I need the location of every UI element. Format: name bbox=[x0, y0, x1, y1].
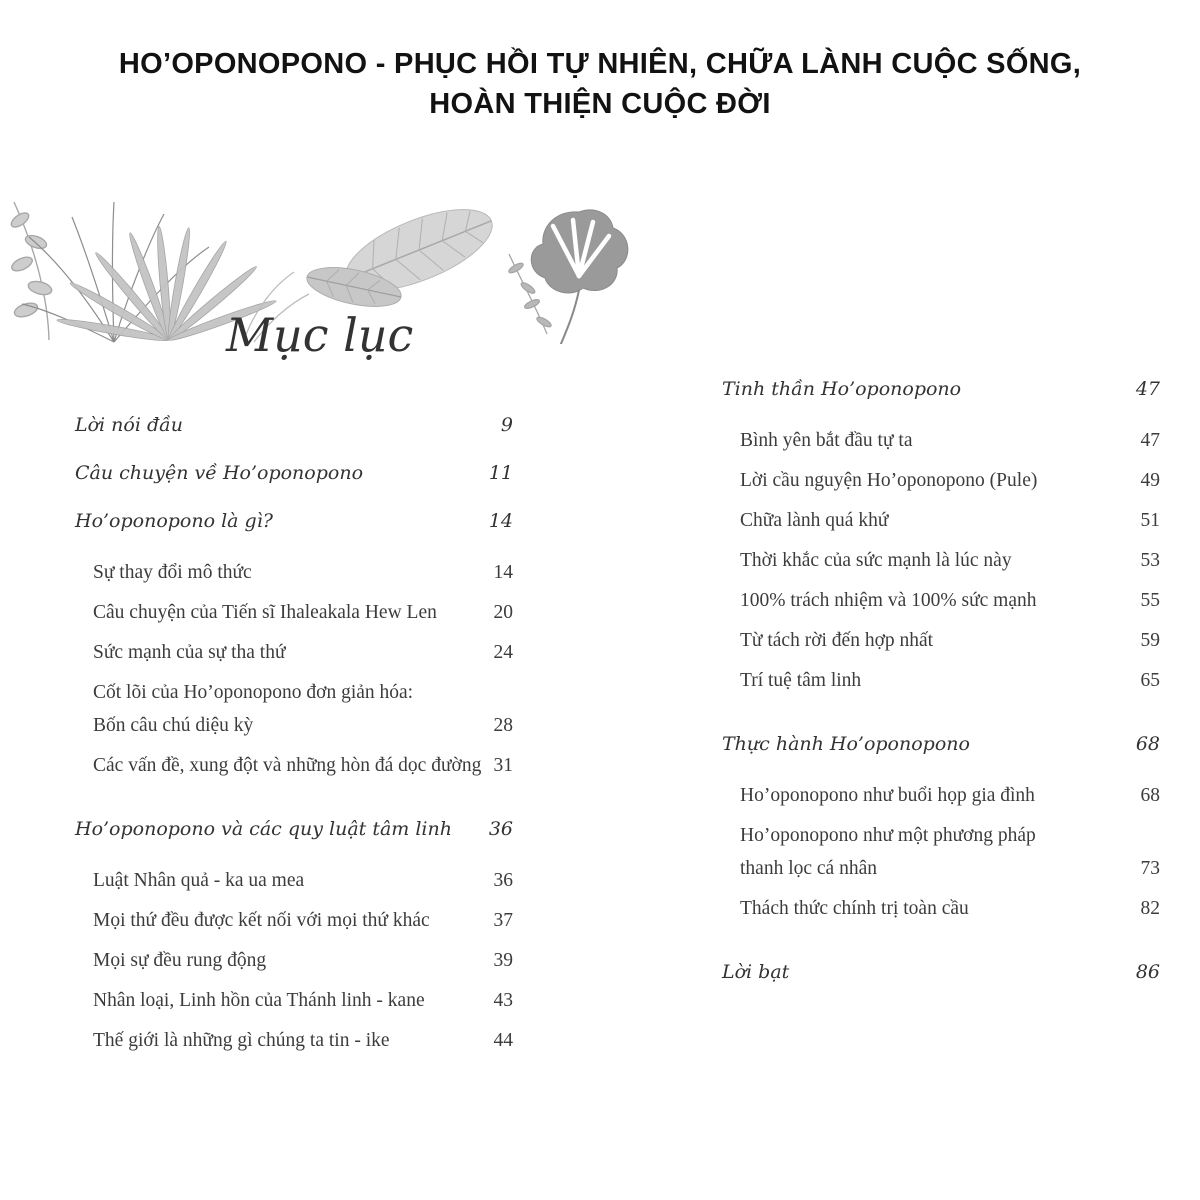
entry-page-number: 20 bbox=[493, 602, 513, 623]
entry-page-number: 86 bbox=[1135, 961, 1160, 983]
entry-page-number: 68 bbox=[1135, 733, 1160, 755]
entry-title: Các vấn đề, xung đột và những hòn đá dọc đường bbox=[93, 755, 482, 776]
entry-title: Tinh thần Ho’oponopono bbox=[722, 378, 962, 400]
entry-title: Lời cầu nguyện Ho’oponopono (Pule) bbox=[740, 470, 1038, 491]
entry-page-number: 49 bbox=[1140, 470, 1160, 491]
toc-entry bbox=[75, 412, 513, 438]
toc-entry bbox=[75, 596, 513, 629]
entry-page-number: 24 bbox=[493, 642, 513, 663]
entry-page-number: 28 bbox=[493, 715, 513, 736]
entry-title: Trí tuệ tâm linh bbox=[740, 670, 862, 691]
entry-title: Ho’oponopono và các quy luật tâm linh bbox=[75, 818, 452, 840]
toc-heading: Mục lục bbox=[226, 308, 414, 362]
entry-title: Ho’oponopono như buổi họp gia đình bbox=[740, 785, 1035, 806]
toc-entry bbox=[722, 731, 1160, 757]
toc-left-column bbox=[75, 412, 513, 1064]
toc-entry bbox=[722, 424, 1160, 457]
toc-entry bbox=[722, 892, 1160, 925]
entry-title: Câu chuyện của Tiến sĩ Ihaleakala Hew Len bbox=[93, 602, 437, 623]
entry-title: Ho’oponopono là gì? bbox=[75, 510, 273, 532]
entry-title: 100% trách nhiệm và 100% sức mạnh bbox=[740, 590, 1037, 611]
entry-page-number: 11 bbox=[488, 462, 513, 484]
entry-title: Mọi thứ đều được kết nối với mọi thứ khác bbox=[93, 910, 430, 931]
toc-entry bbox=[75, 864, 513, 897]
entry-title: Nhân loại, Linh hồn của Thánh linh - kane bbox=[93, 990, 425, 1011]
entry-title: Từ tách rời đến hợp nhất bbox=[740, 630, 934, 651]
entry-title: Thực hành Ho’oponopono bbox=[722, 733, 970, 755]
toc-entry bbox=[75, 1024, 513, 1057]
entry-page-number: 9 bbox=[500, 414, 513, 436]
entry-page-number: 14 bbox=[493, 562, 513, 583]
toc-entry bbox=[722, 544, 1160, 577]
toc-entry bbox=[722, 504, 1160, 537]
entry-page-number: 73 bbox=[1140, 858, 1160, 879]
entry-title: Thế giới là những gì chúng ta tin - ike bbox=[93, 1030, 390, 1051]
entry-page-number: 82 bbox=[1140, 898, 1160, 919]
entry-title: Lời nói đầu bbox=[75, 414, 184, 436]
entry-page-number: 51 bbox=[1140, 510, 1160, 531]
toc-entry bbox=[722, 664, 1160, 697]
entry-page-number: 43 bbox=[493, 990, 513, 1011]
page-title bbox=[0, 44, 1200, 124]
entry-title: Bình yên bắt đầu tự ta bbox=[740, 430, 913, 451]
toc-entry bbox=[75, 816, 513, 842]
toc-entry bbox=[75, 749, 513, 782]
entry-page-number: 37 bbox=[493, 910, 513, 931]
entry-page-number: 68 bbox=[1140, 785, 1160, 806]
entry-page-number: 47 bbox=[1140, 430, 1160, 451]
toc-entry bbox=[722, 819, 1160, 885]
page-title-line-2: HOÀN THIỆN CUỘC ĐỜI bbox=[429, 88, 771, 121]
entry-title: Ho’oponopono như một phương pháp thanh lọc cá nhân bbox=[740, 825, 1036, 879]
toc-entry bbox=[75, 984, 513, 1017]
page-title-line-1: HO’OPONOPONO - PHỤC HỒI TỰ NHIÊN, CHỮA LÀNH CUỘC SỐNG, bbox=[118, 48, 1082, 80]
entry-page-number: 55 bbox=[1140, 590, 1160, 611]
entry-title: Sự thay đổi mô thức bbox=[93, 562, 252, 583]
entry-page-number: 36 bbox=[493, 870, 513, 891]
toc-entry bbox=[722, 624, 1160, 657]
entry-page-number: 39 bbox=[493, 950, 513, 971]
toc-entry bbox=[722, 584, 1160, 617]
toc-entry bbox=[722, 959, 1160, 985]
toc-entry bbox=[75, 944, 513, 977]
toc-entry bbox=[75, 508, 513, 534]
toc-entry bbox=[75, 676, 513, 742]
entry-title: Câu chuyện về Ho’oponopono bbox=[75, 462, 364, 484]
entry-page-number: 36 bbox=[488, 818, 513, 840]
entry-page-number: 65 bbox=[1140, 670, 1160, 691]
entry-title: Sức mạnh của sự tha thứ bbox=[93, 642, 286, 663]
entry-title: Mọi sự đều rung động bbox=[93, 950, 267, 971]
entry-page-number: 31 bbox=[493, 755, 513, 776]
toc-right-column bbox=[722, 376, 1160, 1007]
entry-title: Lời bạt bbox=[722, 961, 790, 983]
entry-title: Thời khắc của sức mạnh là lúc này bbox=[740, 550, 1012, 571]
entry-page-number: 44 bbox=[493, 1030, 513, 1051]
toc-entry bbox=[722, 376, 1160, 402]
twig-left-icon bbox=[9, 202, 53, 340]
entry-title: Cốt lõi của Ho’oponopono đơn giản hóa: Bốn câu chú diệu kỳ bbox=[93, 682, 414, 736]
toc-entry bbox=[75, 904, 513, 937]
toc-entry bbox=[75, 460, 513, 486]
entry-title: Thách thức chính trị toàn cầu bbox=[740, 898, 969, 919]
toc-entry bbox=[722, 779, 1160, 812]
toc-entry bbox=[75, 636, 513, 669]
toc-entry bbox=[722, 464, 1160, 497]
entry-page-number: 14 bbox=[488, 510, 513, 532]
entry-page-number: 47 bbox=[1135, 378, 1160, 400]
entry-page-number: 53 bbox=[1140, 550, 1160, 571]
toc-entry bbox=[75, 556, 513, 589]
entry-title: Chữa lành quá khứ bbox=[740, 510, 889, 531]
entry-page-number: 59 bbox=[1140, 630, 1160, 651]
entry-title: Luật Nhân quả - ka ua mea bbox=[93, 870, 305, 891]
